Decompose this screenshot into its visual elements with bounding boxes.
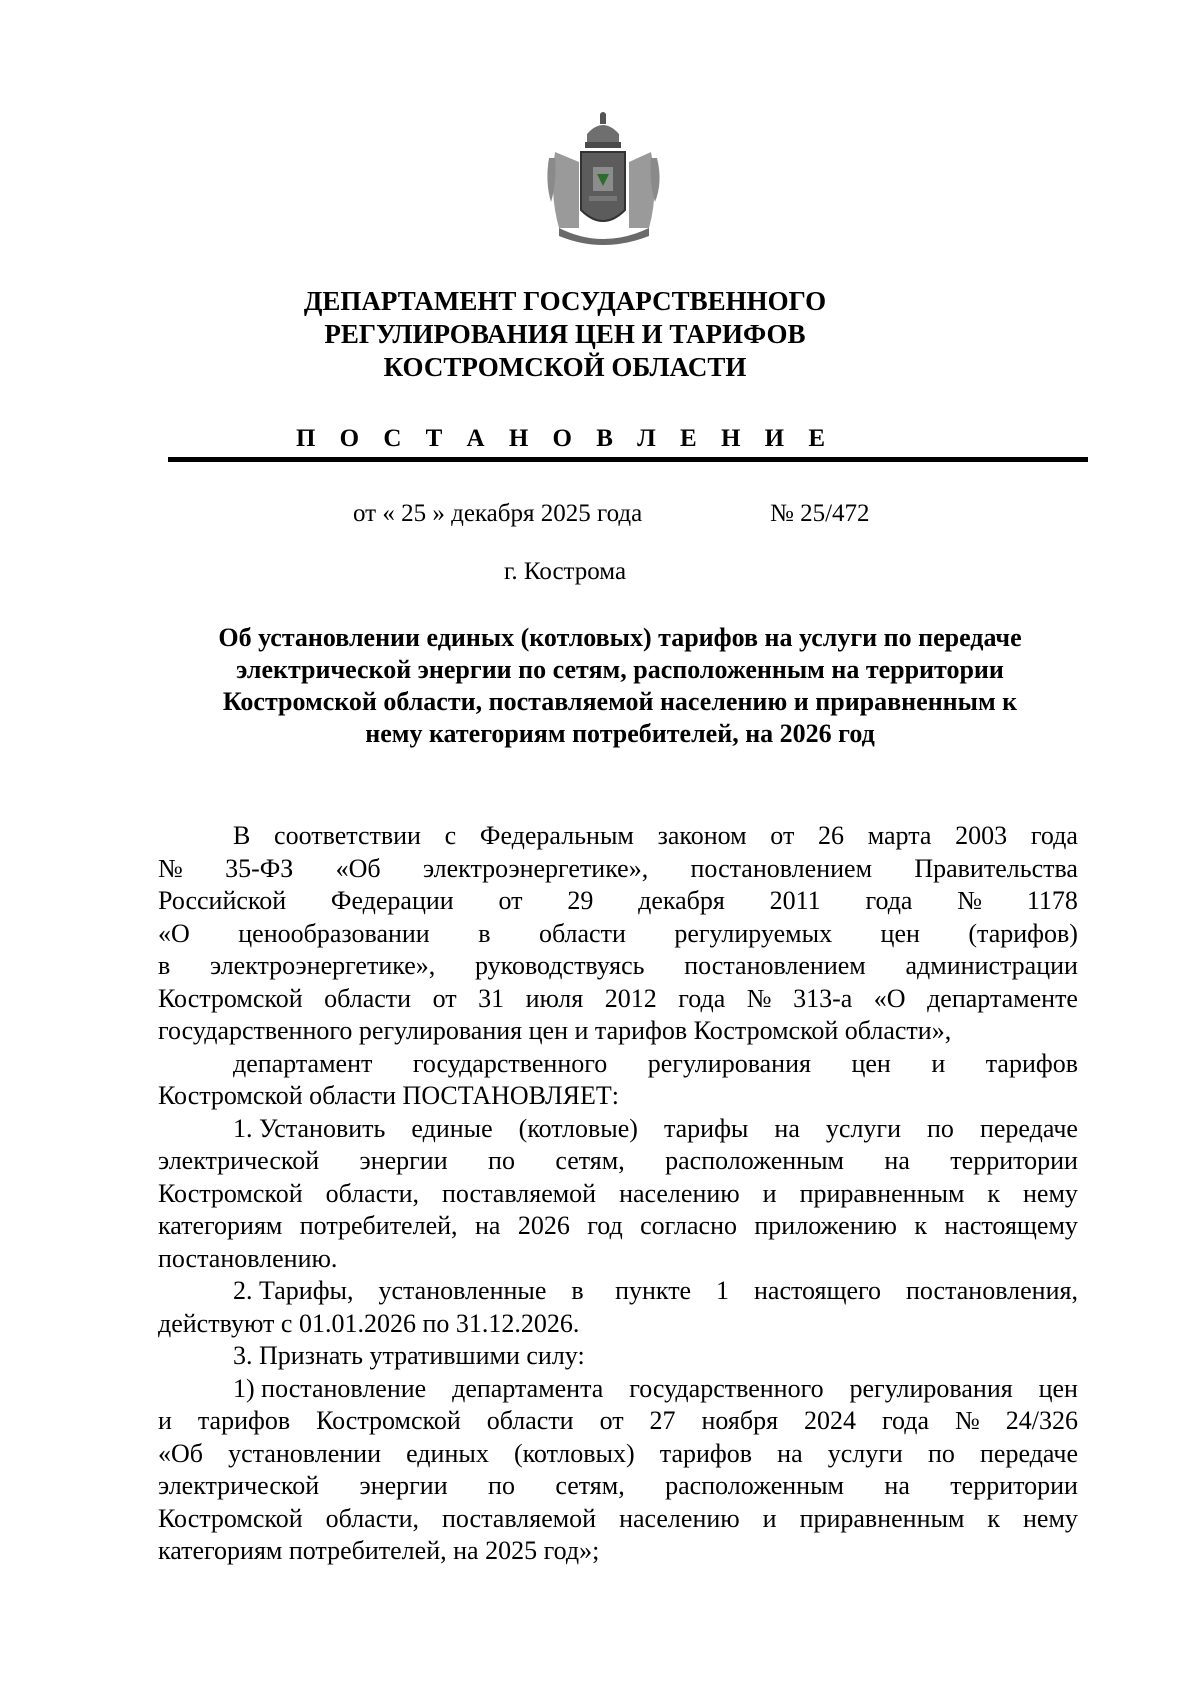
body-word: 31 bbox=[478, 983, 505, 1013]
body-word: 2011 bbox=[769, 886, 821, 915]
body-word: передаче bbox=[979, 1113, 1078, 1143]
body-word: от bbox=[770, 821, 795, 850]
body-word: энергии bbox=[359, 1471, 448, 1500]
body-word: В bbox=[233, 821, 251, 850]
body-word: тарифы bbox=[663, 1113, 749, 1143]
body-word: года bbox=[865, 886, 913, 915]
body-word: на bbox=[884, 1471, 910, 1500]
body-word: ценообразовании bbox=[238, 918, 430, 948]
body-word: по bbox=[488, 1146, 515, 1175]
body-word: передаче bbox=[979, 1438, 1078, 1468]
body-word: по bbox=[927, 1113, 954, 1143]
document-body bbox=[158, 820, 1078, 1568]
body-word: к bbox=[987, 1503, 1001, 1533]
body-word: и bbox=[762, 1178, 777, 1208]
body-word: года bbox=[881, 1406, 930, 1435]
body-word: населению bbox=[619, 1503, 740, 1533]
body-word: нему bbox=[1023, 1178, 1078, 1208]
body-word: Федерации bbox=[330, 886, 454, 915]
body-word: Костромской bbox=[158, 1503, 303, 1533]
body-word: и bbox=[931, 1048, 946, 1078]
body-word: сетям, bbox=[555, 1146, 625, 1175]
body-word: территории bbox=[950, 1146, 1078, 1175]
body-word: расположенным bbox=[665, 1471, 845, 1500]
body-word: Федеральным bbox=[479, 821, 634, 850]
body-word: 27 bbox=[649, 1406, 676, 1435]
body-word: настоящего bbox=[753, 1276, 882, 1305]
body-word: электроэнергетике», bbox=[210, 951, 436, 980]
body-word: марта bbox=[867, 821, 932, 850]
body-word: поставляемой bbox=[442, 1503, 597, 1533]
body-word: энергии bbox=[359, 1146, 448, 1175]
body-word: категориям потребителей, на 2025 год»; bbox=[158, 1536, 600, 1565]
body-word: области, bbox=[325, 1503, 420, 1533]
body-word: 2024 bbox=[804, 1406, 857, 1435]
body-word: сетям, bbox=[555, 1471, 625, 1500]
body-word: «О bbox=[873, 983, 906, 1013]
body-word: регулирования bbox=[849, 1373, 1013, 1403]
body-word: цен bbox=[880, 918, 920, 948]
body-word: расположенным bbox=[665, 1146, 845, 1175]
body-word: действуют с 01.01.2026 по 31.12.2026. bbox=[158, 1308, 580, 1338]
body-word: Костромской области ПОСТАНОВЛЯЕТ: bbox=[158, 1081, 619, 1110]
body-word: услуги bbox=[825, 1113, 901, 1143]
body-word: услуги bbox=[827, 1438, 903, 1468]
body-word: 29 bbox=[567, 886, 594, 915]
body-word: (котловые) bbox=[518, 1113, 638, 1143]
body-word: год bbox=[587, 1211, 623, 1240]
body-word: на bbox=[474, 1211, 501, 1240]
body-word: 35-ФЗ bbox=[225, 853, 294, 883]
body-word: 313-а bbox=[793, 983, 853, 1013]
body-word: 24/326 bbox=[1005, 1406, 1078, 1435]
body-word: постановлению. bbox=[158, 1243, 338, 1273]
body-word: электрической bbox=[158, 1146, 320, 1175]
department-line: КОСТРОМСКОЙ ОБЛАСТИ bbox=[383, 352, 747, 382]
body-line bbox=[158, 1470, 1078, 1503]
body-word: 2. Тарифы, bbox=[233, 1276, 354, 1305]
body-word: установленные bbox=[378, 1276, 547, 1305]
body-line bbox=[158, 1340, 1078, 1373]
body-word: 3. Признать утратившими силу: bbox=[233, 1341, 585, 1370]
body-word: 1. Установить bbox=[233, 1113, 386, 1143]
body-word: «Об bbox=[158, 1438, 204, 1468]
body-word: «О bbox=[158, 918, 190, 948]
body-word: ноября bbox=[701, 1406, 779, 1435]
body-word: с bbox=[444, 821, 457, 850]
body-word: 2026 bbox=[517, 1211, 570, 1240]
body-word: в bbox=[478, 918, 491, 948]
body-word: от bbox=[498, 886, 523, 915]
body-line bbox=[158, 1405, 1078, 1438]
document-date: от « 25 » декабря 2025 года bbox=[353, 500, 643, 527]
body-word: постановлением bbox=[690, 853, 873, 883]
body-word: в bbox=[158, 951, 171, 980]
body-word: (тарифов) bbox=[968, 918, 1078, 948]
body-word: Российской bbox=[158, 886, 287, 915]
body-word: 1) постановление bbox=[233, 1373, 427, 1403]
body-word: электрической bbox=[158, 1471, 320, 1500]
body-word: на bbox=[774, 1113, 800, 1143]
body-word: № bbox=[158, 853, 183, 883]
body-word: Правительства bbox=[914, 853, 1078, 883]
department-line: РЕГУЛИРОВАНИЯ ЦЕН И ТАРИФОВ bbox=[324, 319, 806, 349]
body-word: цен bbox=[851, 1048, 891, 1078]
body-line bbox=[158, 1178, 1078, 1211]
body-line bbox=[158, 1210, 1078, 1243]
body-line bbox=[158, 983, 1078, 1016]
body-word: государственного bbox=[412, 1048, 608, 1078]
document-subject bbox=[160, 622, 1080, 750]
body-word: от bbox=[432, 983, 457, 1013]
body-line bbox=[158, 1145, 1078, 1178]
body-word: № bbox=[954, 1406, 980, 1435]
body-line bbox=[158, 950, 1078, 983]
body-word: 2003 bbox=[955, 821, 1008, 850]
body-word: департамент bbox=[233, 1048, 373, 1078]
body-word: настоящему bbox=[944, 1211, 1078, 1240]
body-word: приложению bbox=[754, 1211, 897, 1240]
body-word: тарифов bbox=[659, 1438, 753, 1468]
body-word: категориям bbox=[158, 1211, 283, 1240]
body-word: поставляемой bbox=[442, 1178, 597, 1208]
subject-line: Костромской области, поставляемой населению и приравненным к bbox=[222, 687, 1018, 716]
heading-rule bbox=[168, 457, 1088, 462]
body-word: администрации bbox=[905, 951, 1078, 980]
body-line bbox=[158, 820, 1078, 853]
body-word: тарифов bbox=[985, 1048, 1078, 1078]
body-word: нему bbox=[1023, 1503, 1078, 1533]
document-city: г. Кострома bbox=[503, 558, 627, 585]
body-word: согласно bbox=[640, 1211, 737, 1240]
body-word: к bbox=[987, 1178, 1001, 1208]
body-word: постановления, bbox=[905, 1276, 1078, 1305]
body-word: пункте bbox=[615, 1276, 692, 1305]
body-word: области bbox=[486, 1406, 574, 1435]
body-word: цен bbox=[1038, 1373, 1078, 1403]
body-line bbox=[158, 885, 1078, 918]
body-word: по bbox=[927, 1438, 955, 1468]
body-word: по bbox=[488, 1471, 515, 1500]
body-word: регулируемых bbox=[674, 918, 833, 948]
body-word: тарифов bbox=[197, 1406, 291, 1435]
body-word: приравненным bbox=[799, 1503, 965, 1533]
body-word: года bbox=[678, 983, 726, 1013]
subject-line: Об установлении единых (котловых) тарифов на услуги по передаче bbox=[218, 623, 1022, 652]
body-line bbox=[158, 1275, 1078, 1308]
body-word: единые bbox=[411, 1113, 493, 1143]
body-word: постановлением bbox=[684, 951, 866, 980]
document-type-heading: П О С Т А Н О В Л Е Н И Е bbox=[295, 425, 835, 452]
body-line bbox=[158, 1015, 1078, 1048]
body-word: № bbox=[957, 886, 983, 915]
body-word: руководствуясь bbox=[474, 951, 645, 980]
body-word: единых bbox=[406, 1438, 489, 1468]
body-word: департамента bbox=[452, 1373, 604, 1403]
body-word: (котловых) bbox=[513, 1438, 635, 1468]
subject-line: нему категориям потребителей, на 2026 год bbox=[365, 719, 875, 748]
body-line bbox=[158, 853, 1078, 886]
body-line bbox=[158, 1373, 1078, 1406]
body-word: Костромской bbox=[316, 1406, 461, 1435]
body-word: соответствии bbox=[274, 821, 421, 850]
body-word: № bbox=[746, 983, 772, 1013]
body-line bbox=[158, 1308, 1078, 1341]
body-word: потребителей, bbox=[299, 1211, 458, 1240]
body-word: законом bbox=[657, 821, 747, 850]
body-word: 1178 bbox=[1026, 886, 1078, 915]
body-word: 26 bbox=[818, 821, 845, 850]
body-line bbox=[158, 1535, 1078, 1568]
body-line bbox=[158, 918, 1078, 951]
body-word: области bbox=[538, 918, 626, 948]
body-line bbox=[158, 1080, 1078, 1113]
body-word: в bbox=[571, 1276, 591, 1305]
body-line bbox=[158, 1113, 1078, 1146]
body-word: и bbox=[158, 1406, 172, 1435]
body-word: электроэнергетике», bbox=[422, 853, 649, 883]
body-line bbox=[158, 1048, 1078, 1081]
body-word: 1 bbox=[716, 1276, 730, 1305]
department-line: ДЕПАРТАМЕНТ ГОСУДАРСТВЕННОГО bbox=[303, 286, 827, 316]
body-word: установлении bbox=[228, 1438, 381, 1468]
body-word: 2012 bbox=[604, 983, 657, 1013]
body-line bbox=[158, 1503, 1078, 1536]
body-word: департаменте bbox=[927, 983, 1078, 1013]
body-word: государственного bbox=[629, 1373, 824, 1403]
body-word: на bbox=[777, 1438, 803, 1468]
department-name bbox=[0, 285, 1130, 384]
body-word: приравненным bbox=[799, 1178, 965, 1208]
body-line bbox=[158, 1438, 1078, 1471]
body-word: «Об bbox=[335, 853, 381, 883]
body-word: июля bbox=[525, 983, 584, 1013]
coat-of-arms-icon bbox=[545, 112, 690, 254]
body-word: территории bbox=[950, 1471, 1078, 1500]
body-word: к bbox=[914, 1211, 928, 1240]
body-word: области, bbox=[325, 1178, 420, 1208]
document-number: № 25/472 bbox=[770, 500, 870, 527]
body-word: года bbox=[1030, 821, 1078, 850]
body-word: области bbox=[324, 983, 412, 1013]
body-line bbox=[158, 1243, 1078, 1276]
body-word: государственного регулирования цен и тарифов Костромской области», bbox=[158, 1016, 952, 1045]
subject-line: электрической энергии по сетям, расположенным на территории bbox=[236, 655, 1004, 684]
body-word: на bbox=[884, 1146, 910, 1175]
body-word: и bbox=[762, 1503, 777, 1533]
body-word: Костромской bbox=[158, 1178, 303, 1208]
body-word: регулирования bbox=[647, 1048, 811, 1078]
body-word: населению bbox=[619, 1178, 740, 1208]
body-word: от bbox=[599, 1406, 624, 1435]
body-word: декабря bbox=[638, 886, 725, 915]
body-word: Костромской bbox=[158, 983, 303, 1013]
